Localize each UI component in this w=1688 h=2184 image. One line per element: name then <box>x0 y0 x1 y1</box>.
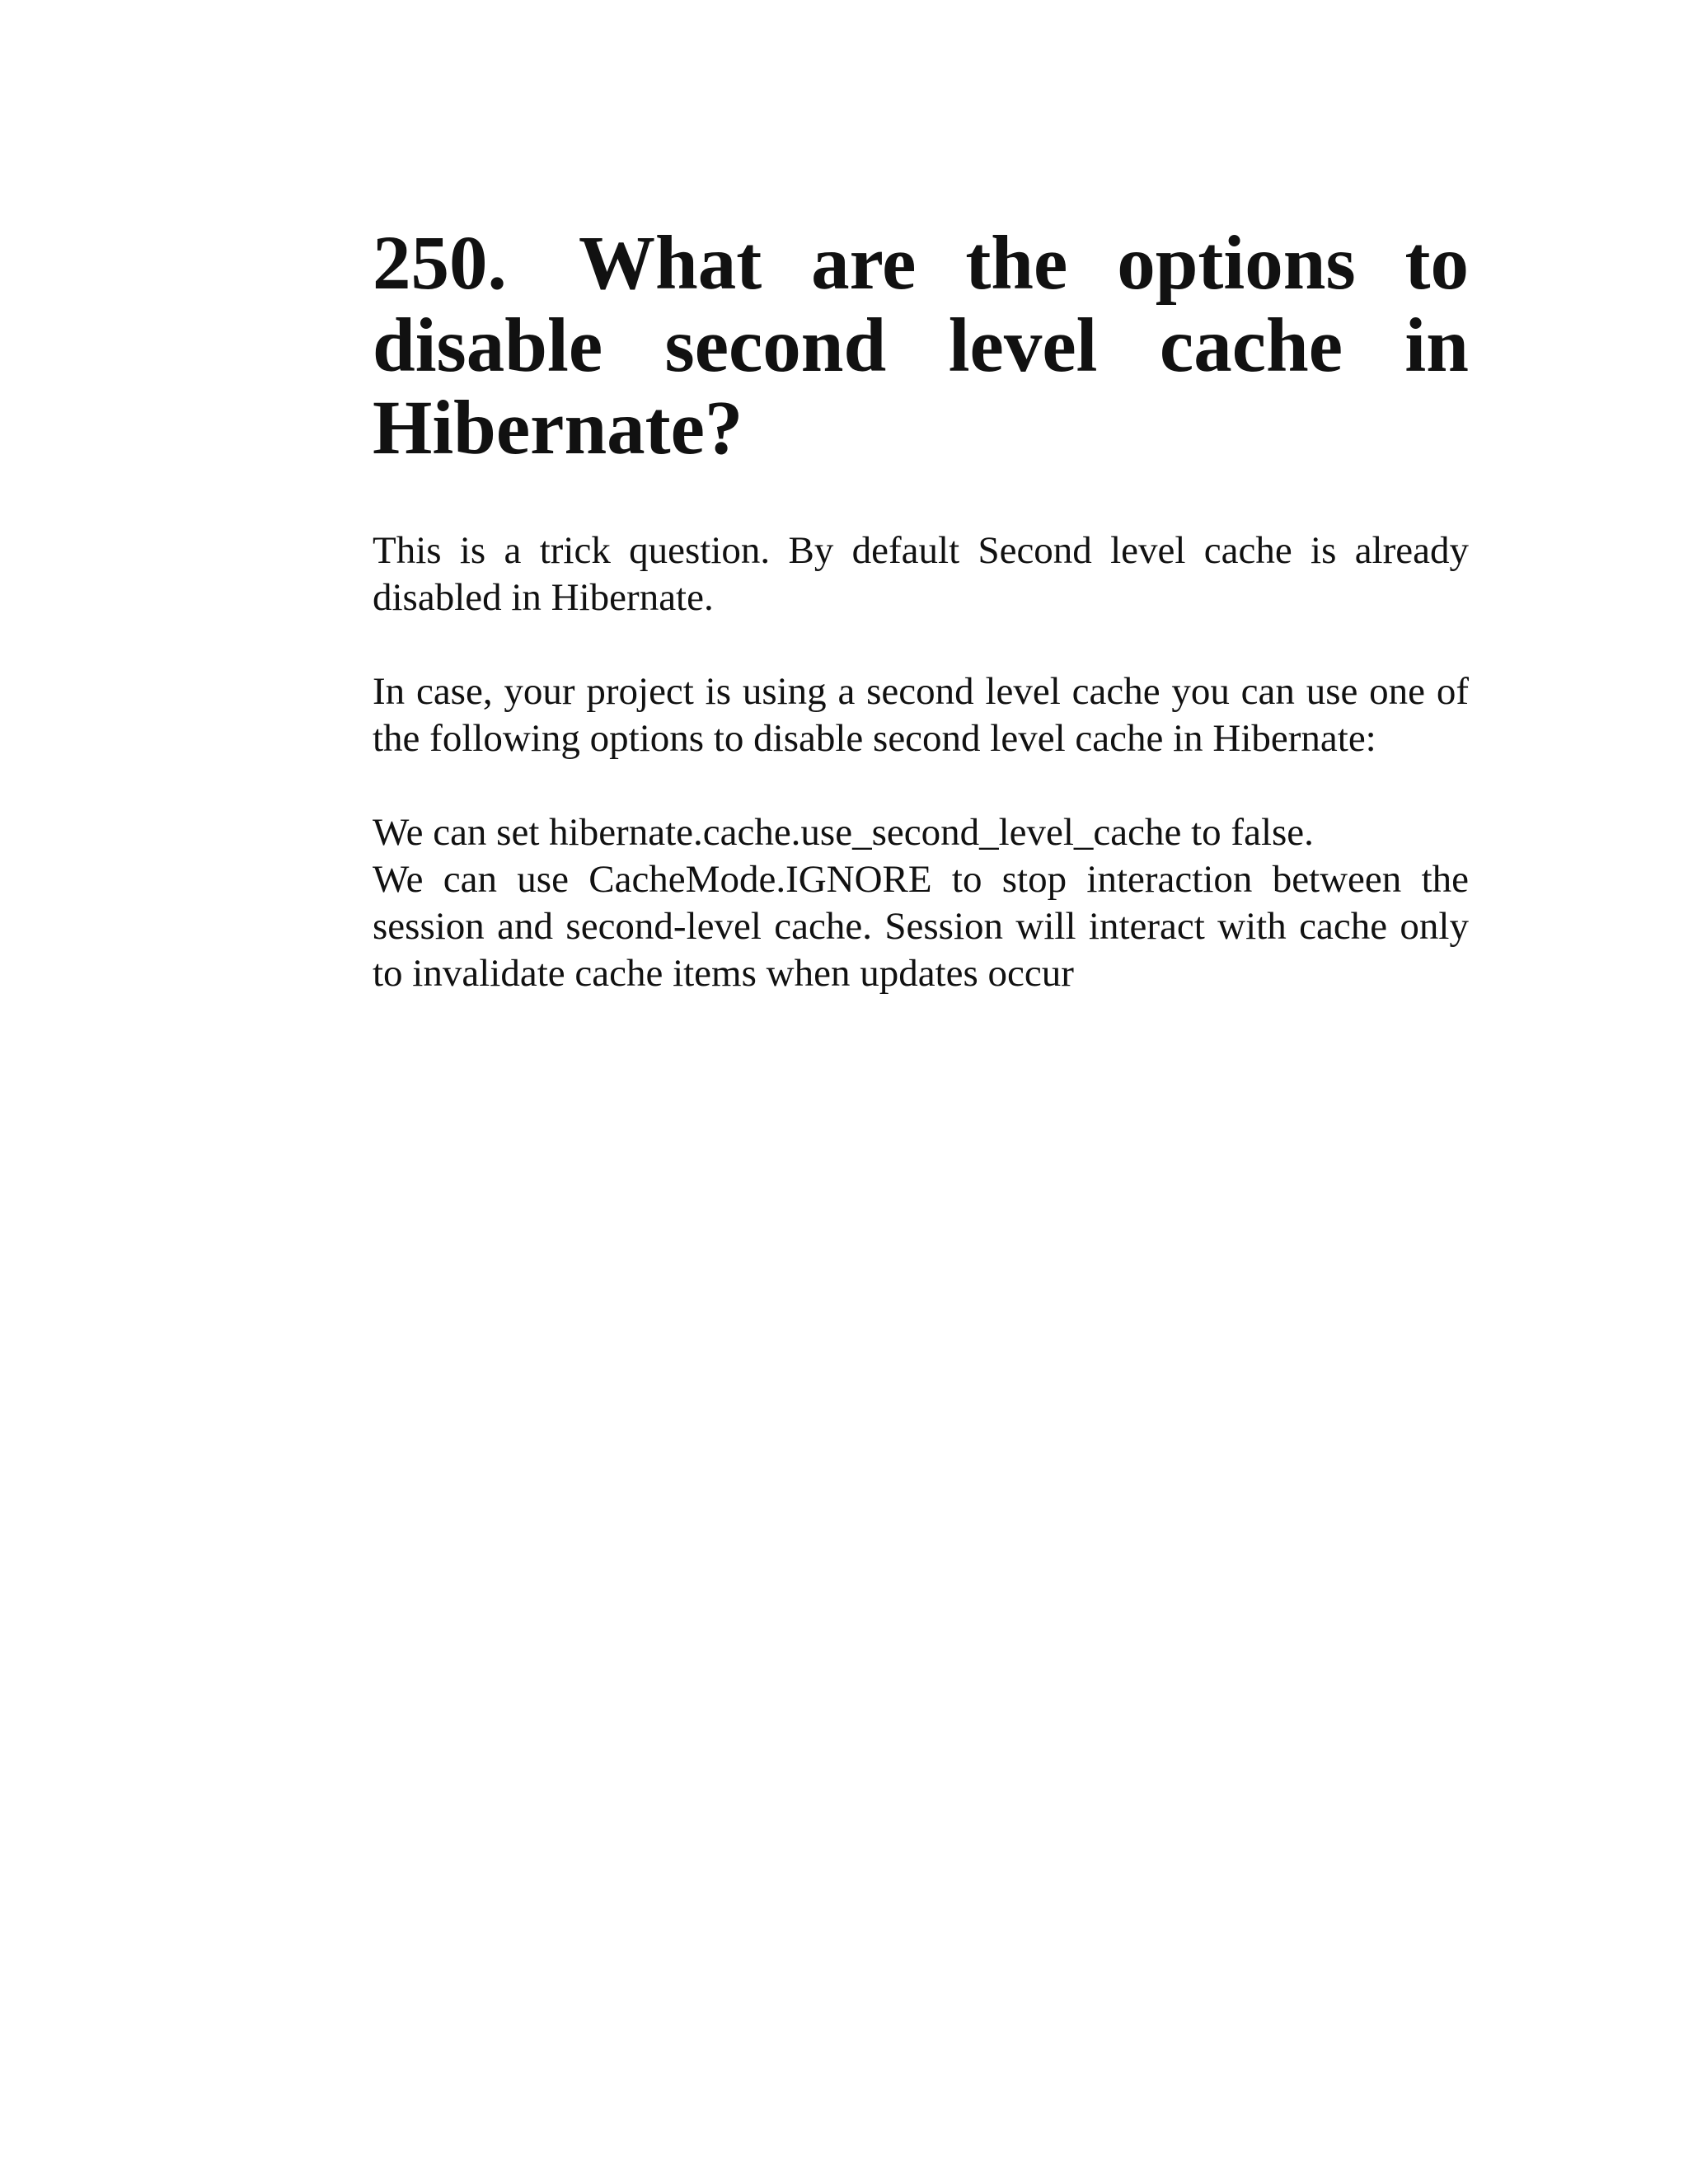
paragraph-context: In case, your project is using a second level cache you can use one of the following options to disable second level cache in Hibernate: <box>373 670 1469 760</box>
question-title: What are the options to disable second level cache in Hibernate? <box>373 221 1469 471</box>
document-page <box>373 223 1469 997</box>
question-number: 250. <box>373 221 507 306</box>
paragraph-option-setting: We can set hibernate.cache.use_second_level_cache to false. <box>373 811 1314 854</box>
paragraph-intro: This is a trick question. By default Second level cache is already disabled in Hibernate. <box>373 529 1469 619</box>
question-heading <box>373 223 1469 470</box>
paragraph-option-cachemode: We can use CacheMode.IGNORE to stop interaction between the session and second-level cache. Session will interact with cache only to invalidate cache items when updates occur <box>373 858 1469 995</box>
